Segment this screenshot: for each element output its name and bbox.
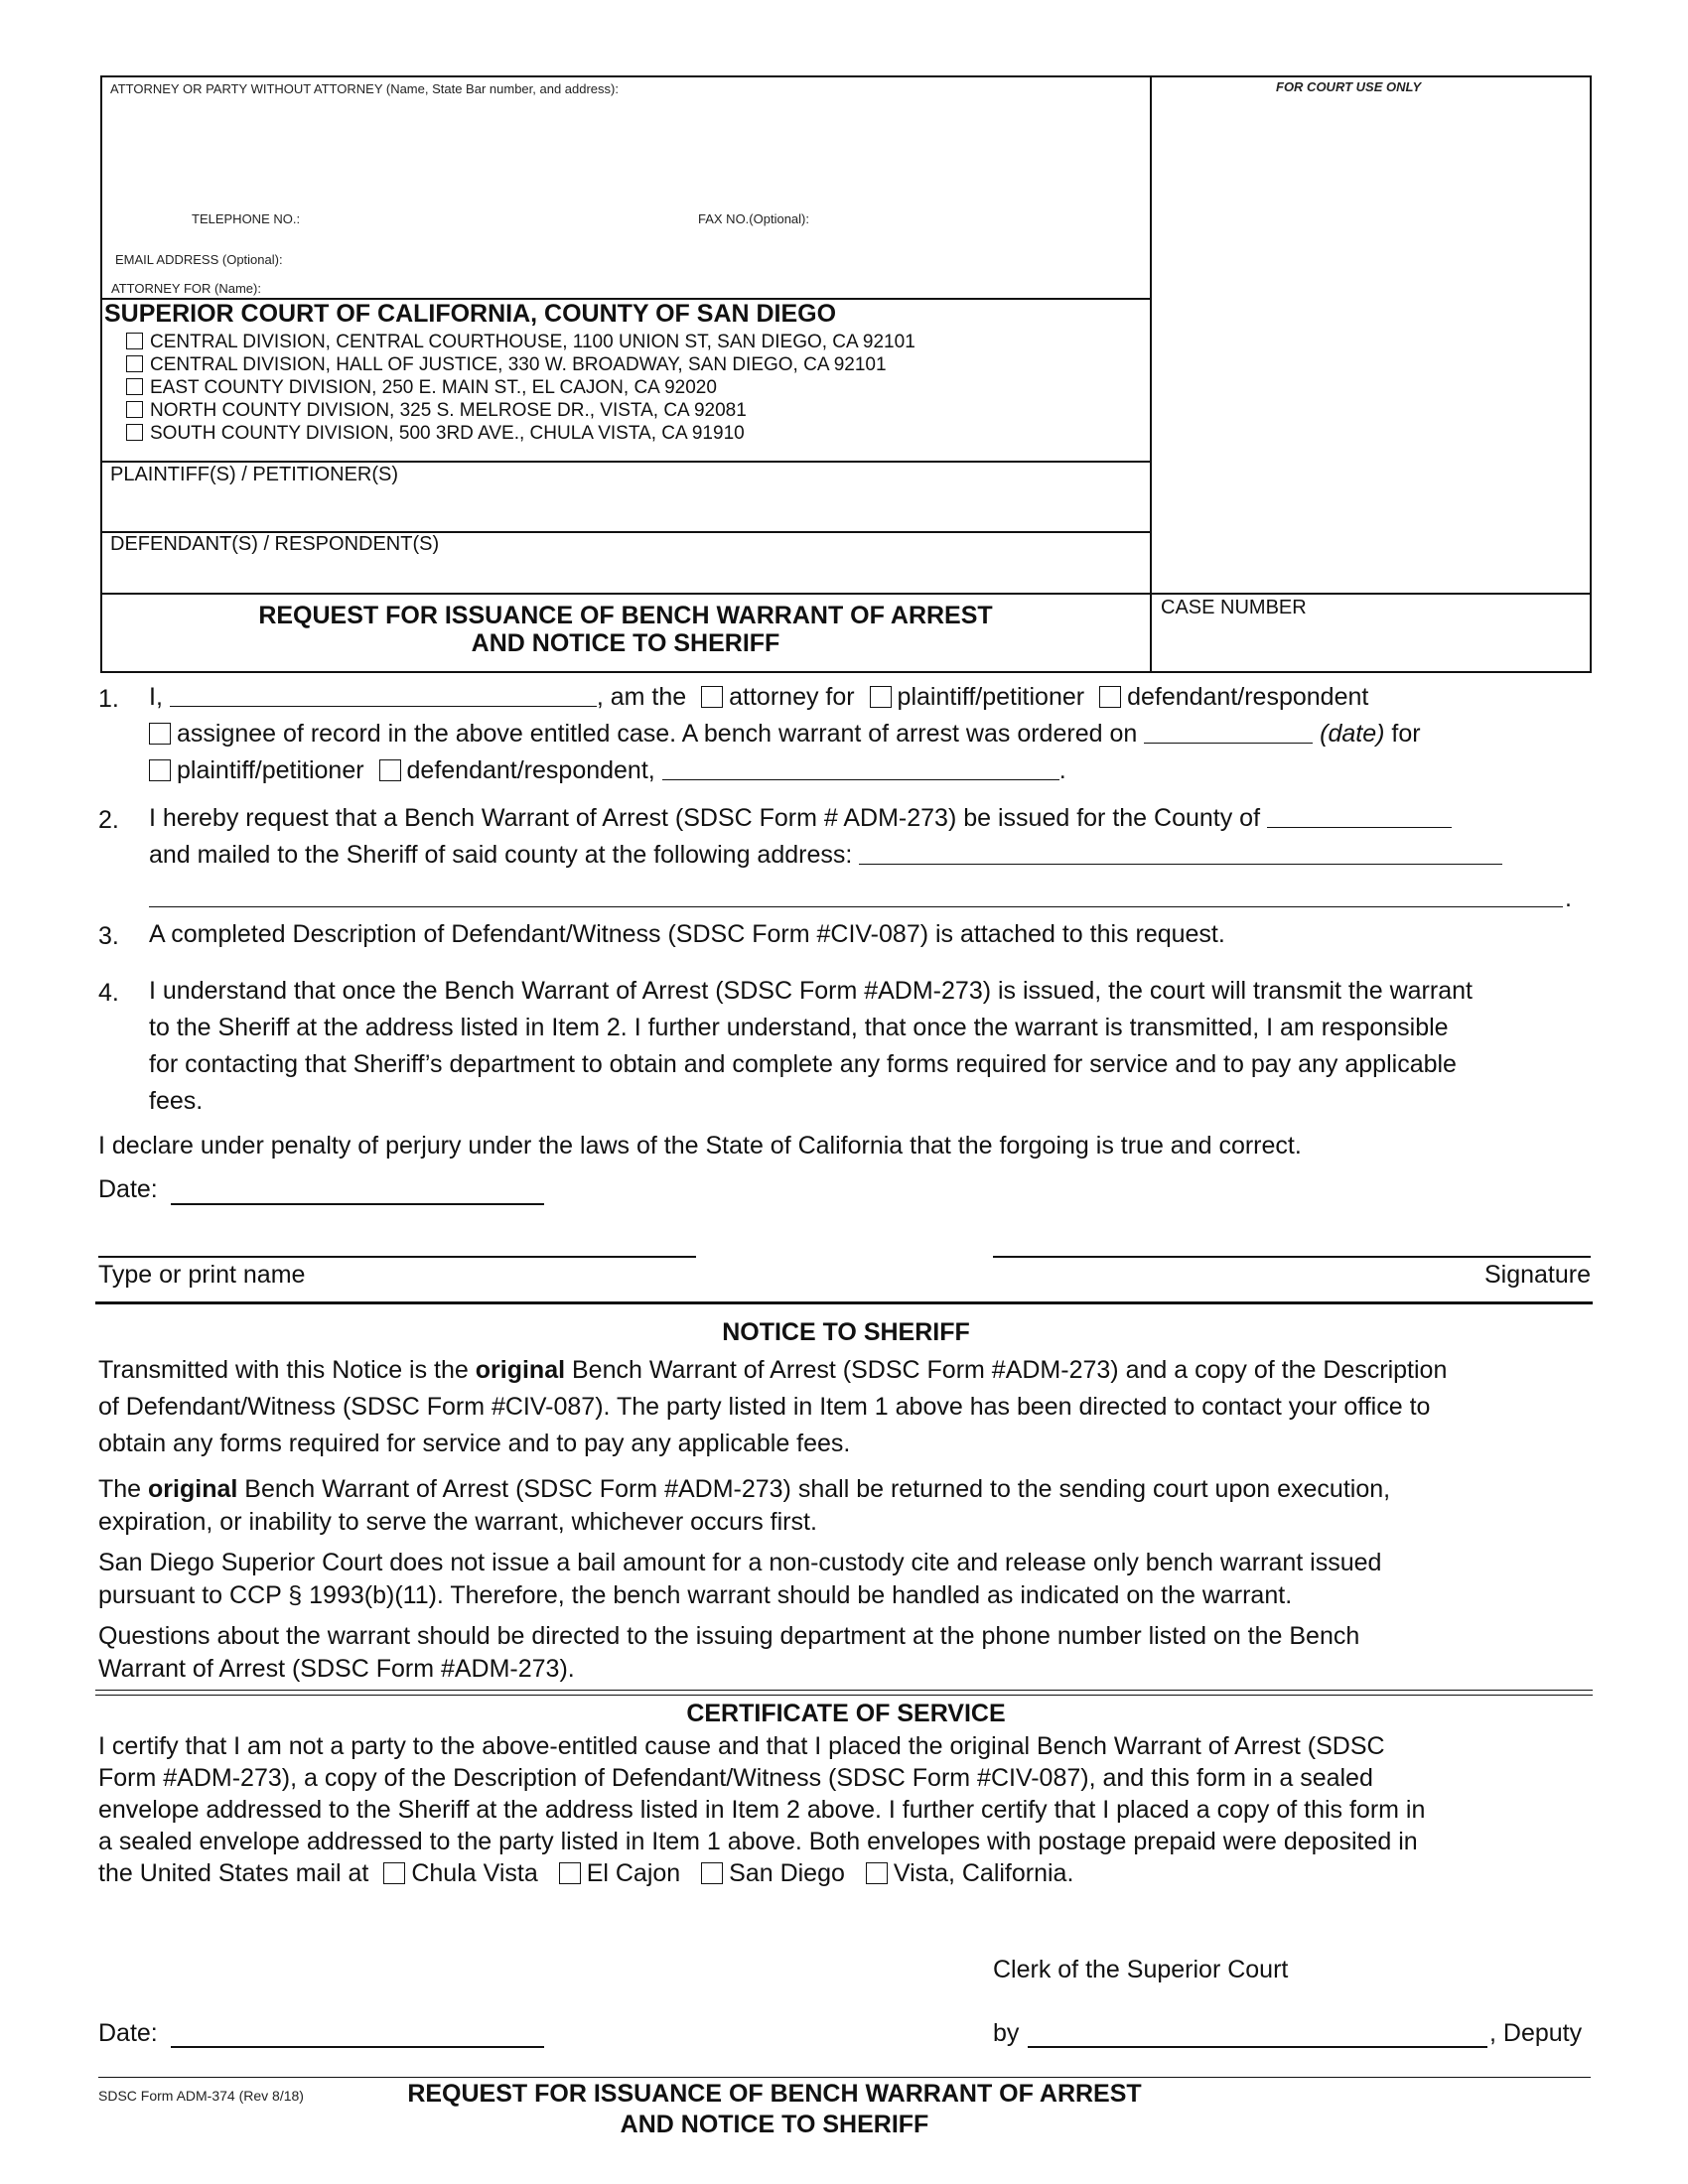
- by-label: by: [993, 2019, 1020, 2047]
- declaration-text: I declare under penalty of perjury under the laws of the State of California that the forgoing is true and correct.: [98, 1132, 1302, 1160]
- vista-checkbox[interactable]: [866, 1862, 888, 1884]
- defendant-label: DEFENDANT(S) / RESPONDENT(S): [110, 533, 440, 555]
- division-checkbox[interactable]: [126, 378, 143, 395]
- certificate-text: I certify that I am not a party to the above-entitled cause and that I placed the original Bench Warrant of Arrest (SDSC Form #ADM-273), a copy of the Description of Defendant/Witness (SDSC Form #CIV-087), and this form in a sealed envelope addressed to the Sheriff at the address listed in Item 2 above. I further certify that I placed a copy of this form in a sealed envelope addressed to the party listed in Item 1 above. Both envelopes with postage prepaid were deposited in the United States mail at Chula Vista El Cajon San Diego Vista, California.: [98, 1732, 1426, 1887]
- court-box-bottom: [100, 461, 1151, 463]
- item1-line3: plaintiff/petitioner defendant/respondent, .: [141, 752, 1066, 789]
- division-option[interactable]: CENTRAL DIVISION, CENTRAL COURTHOUSE, 1100 UNION ST, SAN DIEGO, CA 92101: [126, 331, 915, 353]
- certificate-title: CERTIFICATE OF SERVICE: [686, 1700, 1006, 1727]
- sheriff-address-field-2[interactable]: [149, 906, 1563, 907]
- county-field[interactable]: [1267, 807, 1452, 828]
- san-diego-checkbox[interactable]: [701, 1862, 723, 1884]
- footer-title: REQUEST FOR ISSUANCE OF BENCH WARRANT OF ARREST AND NOTICE TO SHERIFF: [407, 2080, 1142, 2138]
- sheriff-address-field[interactable]: [859, 844, 1502, 865]
- division-checkbox[interactable]: [126, 333, 143, 349]
- item3-text: A completed Description of Defendant/Witness (SDSC Form #CIV-087) is attached to this request.: [149, 920, 1225, 948]
- certificate-divider-bottom: [95, 1695, 1593, 1696]
- deputy-name-field[interactable]: [1028, 2046, 1487, 2048]
- court-use-label: FOR COURT USE ONLY: [1276, 79, 1422, 94]
- division-checkbox[interactable]: [126, 401, 143, 418]
- defendant-checkbox-2[interactable]: [379, 759, 401, 781]
- el-cajon-checkbox[interactable]: [559, 1862, 581, 1884]
- declarant-name-field[interactable]: [170, 686, 597, 707]
- division-option[interactable]: CENTRAL DIVISION, HALL OF JUSTICE, 330 W. BROADWAY, SAN DIEGO, CA 92101: [126, 353, 915, 376]
- notice-paragraph-4: Questions about the warrant should be directed to the issuing department at the phone number listed on the Bench Warrant of Arrest (SDSC Form #ADM-273).: [98, 1622, 1360, 1683]
- attorney-for-checkbox[interactable]: [701, 686, 723, 708]
- party-name-field[interactable]: [662, 759, 1059, 780]
- notice-paragraph-1: Transmitted with this Notice is the original Bench Warrant of Arrest (SDSC Form #ADM-273) and a copy of the Description of Defendant/Witness (SDSC Form #CIV-087). The party listed in Item 1 above has been directed to contact your office to obtain any forms required for service and to pay any applicable fees.: [98, 1356, 1448, 1457]
- email-label: EMAIL ADDRESS (Optional):: [115, 252, 283, 267]
- footer-divider: [98, 2077, 1591, 2078]
- item1-line2: assignee of record in the above entitled case. A bench warrant of arrest was ordered on (date) for: [141, 716, 1421, 752]
- notice-divider: [95, 1301, 1593, 1304]
- declaration-date-field[interactable]: [171, 1203, 544, 1205]
- item1-number: 1.: [98, 685, 119, 713]
- certificate-divider-top: [95, 1690, 1593, 1691]
- notice-title: NOTICE TO SHERIFF: [722, 1318, 970, 1346]
- assignee-checkbox[interactable]: [149, 723, 171, 745]
- signature-label: Signature: [1483, 1261, 1591, 1289]
- court-name: SUPERIOR COURT OF CALIFORNIA, COUNTY OF SAN DIEGO: [104, 300, 837, 328]
- deputy-label: , Deputy: [1489, 2019, 1583, 2047]
- certificate-date-label: Date:: [98, 2019, 158, 2047]
- item3-number: 3.: [98, 922, 119, 950]
- division-option[interactable]: NORTH COUNTY DIVISION, 325 S. MELROSE DR., VISTA, CA 92081: [126, 399, 915, 422]
- fax-label: FAX NO.(Optional):: [698, 211, 809, 226]
- declaration-date-label: Date:: [98, 1175, 158, 1203]
- item4-number: 4.: [98, 979, 119, 1007]
- item2-line2: and mailed to the Sheriff of said county at the following address:: [149, 837, 1502, 874]
- attorney-label: ATTORNEY OR PARTY WITHOUT ATTORNEY (Name, State Bar number, and address):: [110, 81, 619, 96]
- form-id: SDSC Form ADM-374 (Rev 8/18): [98, 2088, 304, 2104]
- caption-divider: [1150, 75, 1152, 673]
- title-box-top: [100, 593, 1592, 595]
- division-option[interactable]: SOUTH COUNTY DIVISION, 500 3RD AVE., CHULA VISTA, CA 91910: [126, 422, 915, 445]
- item2-number: 2.: [98, 806, 119, 834]
- item2-line1: I hereby request that a Bench Warrant of Arrest (SDSC Form # ADM-273) be issued for the County of: [149, 800, 1452, 837]
- chula-vista-checkbox[interactable]: [383, 1862, 405, 1884]
- attorney-for-label: ATTORNEY FOR (Name):: [111, 281, 261, 296]
- notice-paragraph-3: San Diego Superior Court does not issue a bail amount for a non-custody cite and release only bench warrant issued pursuant to CCP § 1993(b)(11). Therefore, the bench warrant should be handled as indicated on the warrant.: [98, 1549, 1382, 1609]
- plaintiff-checkbox-2[interactable]: [149, 759, 171, 781]
- division-checkbox[interactable]: [126, 355, 143, 372]
- certificate-date-field[interactable]: [171, 2046, 544, 2048]
- item1-line1: I, , am the attorney for plaintiff/petitioner defendant/respondent: [149, 683, 1369, 711]
- print-name-label: Type or print name: [98, 1261, 306, 1289]
- plaintiff-label: PLAINTIFF(S) / PETITIONER(S): [110, 464, 399, 485]
- division-checkbox[interactable]: [126, 424, 143, 441]
- warrant-date-field[interactable]: [1144, 723, 1313, 744]
- telephone-label: TELEPHONE NO.:: [192, 211, 301, 226]
- division-option[interactable]: EAST COUNTY DIVISION, 250 E. MAIN ST., EL CAJON, CA 92020: [126, 376, 915, 399]
- form-title: REQUEST FOR ISSUANCE OF BENCH WARRANT OF ARREST AND NOTICE TO SHERIFF: [258, 602, 993, 657]
- case-number-label: CASE NUMBER: [1161, 597, 1307, 618]
- item4-text: I understand that once the Bench Warrant of Arrest (SDSC Form #ADM-273) is issued, the court will transmit the warrant to the Sheriff at the address listed in Item 2. I further understand, that once the warrant is transmitted, I am responsible for contacting that Sheriff’s department to obtain and complete any forms required for service and to pay any applicable fees.: [149, 977, 1473, 1115]
- division-list: [126, 331, 915, 445]
- notice-paragraph-2: The original Bench Warrant of Arrest (SDSC Form #ADM-273) shall be returned to the sending court upon execution, expiration, or inability to serve the warrant, whichever occurs first.: [98, 1475, 1391, 1536]
- plaintiff-checkbox[interactable]: [870, 686, 892, 708]
- defendant-checkbox[interactable]: [1099, 686, 1121, 708]
- item2-period: .: [1565, 885, 1572, 912]
- clerk-label: Clerk of the Superior Court: [993, 1956, 1289, 1983]
